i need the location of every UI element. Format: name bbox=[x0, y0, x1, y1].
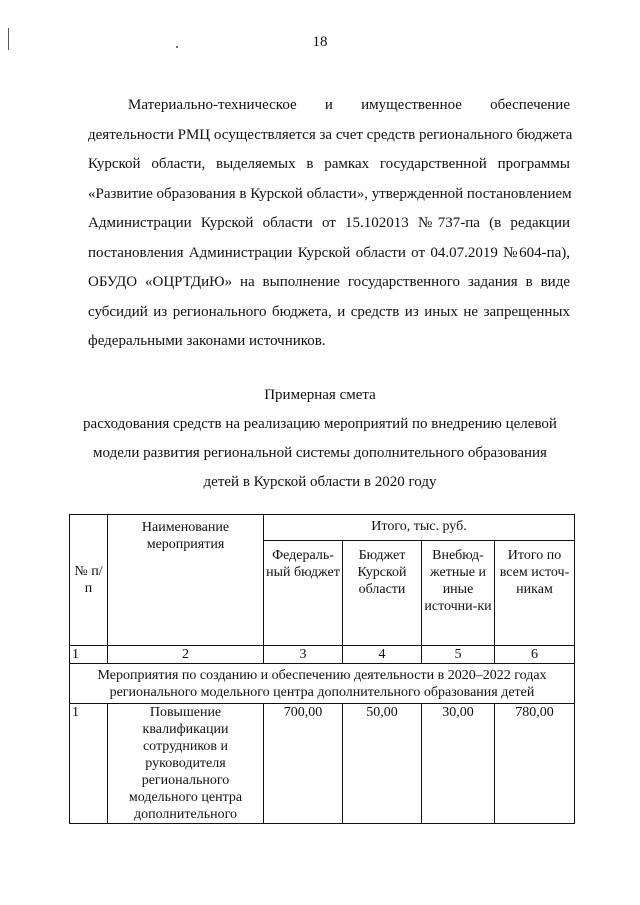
paragraph-line: федеральными законами источников. bbox=[88, 333, 326, 349]
heading-line: модели развития региональной системы дополнительного образования bbox=[93, 445, 547, 461]
col-name-header: Наименование мероприятия bbox=[108, 515, 264, 646]
body-paragraph bbox=[88, 91, 573, 357]
row-federal: 700,00 bbox=[264, 704, 343, 824]
heading-line: Примерная смета bbox=[264, 387, 376, 403]
page-number: 18 bbox=[312, 34, 328, 50]
col-federal-header: Федераль-ный бюджет bbox=[264, 541, 343, 646]
paragraph-line: субсидий из регионального бюджета, и средств из иных не запрещенных bbox=[88, 303, 570, 320]
row-num: 1 bbox=[70, 704, 108, 824]
col-all-header: Итого по всем источ-никам bbox=[495, 541, 575, 646]
row-regional: 50,00 bbox=[343, 704, 422, 824]
section-row bbox=[70, 664, 575, 704]
table-row bbox=[70, 704, 575, 824]
col-regional-header: Бюджет Курской области bbox=[343, 541, 422, 646]
index-cell: 5 bbox=[422, 646, 495, 664]
estimate-table bbox=[69, 514, 575, 824]
index-cell: 1 bbox=[70, 646, 108, 664]
heading-line: детей в Курской области в 2020 году bbox=[203, 474, 437, 490]
section-title: Мероприятия по созданию и обеспечению деятельности в 2020–2022 годах регионального модельного центра дополнительного образования детей bbox=[70, 664, 575, 704]
paragraph-line: ОБУДО «ОЦРТДиЮ» на выполнение государственного задания в виде bbox=[88, 274, 570, 290]
row-name: Повышение квалификации сотрудников и руководителя регионального модельного центра дополнительного bbox=[108, 704, 264, 824]
index-row bbox=[70, 646, 575, 664]
col-offbudget-header: Внебюд-жетные и иные источни-ки bbox=[422, 541, 495, 646]
paragraph-line: Материально-техническое и имущественное обеспечение bbox=[128, 97, 570, 113]
row-total: 780,00 bbox=[495, 704, 575, 824]
paragraph-line: Администрации Курской области от 15.102013 №737-па (в редакции bbox=[88, 215, 570, 231]
col-total-group-header: Итого, тыс. руб. bbox=[264, 515, 575, 541]
col-num-header: № п/п bbox=[70, 515, 108, 646]
row-offbudget: 30,00 bbox=[422, 704, 495, 824]
heading-line: расходования средств на реализацию мероприятий по внедрению целевой bbox=[83, 416, 557, 432]
index-cell: 3 bbox=[264, 646, 343, 664]
paragraph-line: постановления Администрации Курской области от 04.07.2019 №604-па), bbox=[88, 244, 570, 261]
index-cell: 2 bbox=[108, 646, 264, 664]
paragraph-line: Курской области, выделяемых в рамках государственной программы bbox=[88, 156, 570, 172]
header-row bbox=[70, 515, 575, 541]
paragraph-line: деятельности РМЦ осуществляется за счет средств регионального бюджета bbox=[88, 126, 573, 143]
index-cell: 4 bbox=[343, 646, 422, 664]
estimate-heading bbox=[70, 381, 570, 497]
paragraph-line: «Развитие образования в Курской области», утвержденной постановлением bbox=[88, 185, 572, 202]
index-cell: 6 bbox=[495, 646, 575, 664]
